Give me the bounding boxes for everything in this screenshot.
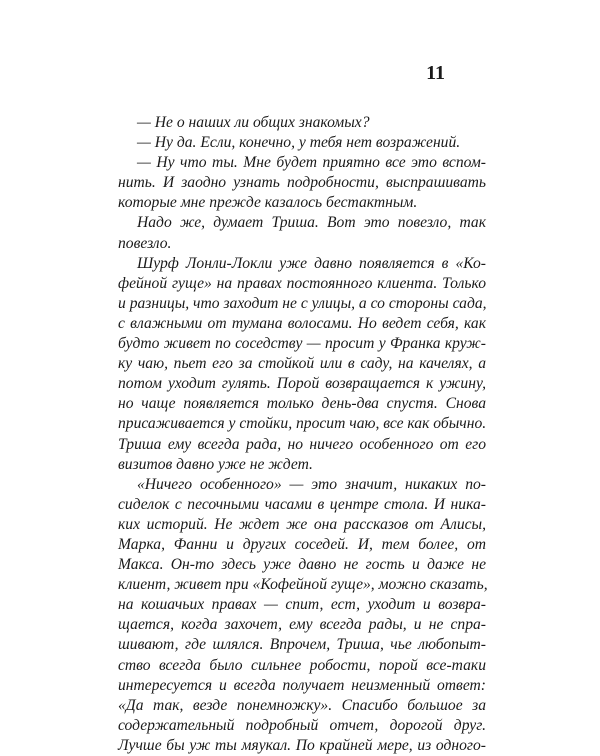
text-line: ку чаю, пьет его за стойкой или в саду, на качелях, а — [118, 355, 486, 373]
page-number: 11 — [426, 62, 445, 84]
text-line: «Ничего особенного» — это значит, никаких по- — [137, 475, 486, 493]
text-line: с влажными от тумана волосами. Но ведет себя, как — [118, 314, 486, 332]
text-line: но чаще появляется только день-два спустя. Снова — [118, 395, 486, 413]
text-line: фейной гуще» на правах постоянного клиента. Только — [118, 274, 486, 292]
text-line: и разницы, что заходит не с улицы, а со стороны сада, — [118, 294, 487, 312]
text-line: Лучше бы уж ты мяукал. По крайней мере, из одного- — [118, 736, 486, 754]
text-line: потом уходит гулять. Порой возвращается к ужину, — [118, 375, 486, 393]
text-line: «Да так, везде понемножку». Спасибо большое за — [118, 696, 486, 714]
text-line: щается, когда захочет, ему всегда рады, и не спра- — [118, 616, 486, 634]
text-line: присаживается у стойки, просит чаю, все как обычно. — [118, 415, 487, 433]
text-line: ство всегда было сильнее робости, порой все-таки — [118, 656, 486, 674]
text-line: которые мне прежде казалось бестактным. — [118, 194, 418, 212]
text-line: Марка, Фанни и других соседей. И, тем более, от — [118, 535, 486, 553]
text-line: клиент, живет при «Кофейной гуще», можно сказать, — [118, 576, 488, 594]
text-line: Надо же, думает Триша. Вот это повезло, так — [137, 214, 486, 232]
text-line: сиделок с песочными часами в центре стола. И ника- — [118, 495, 486, 513]
text-line: шивают, где шлялся. Впрочем, Триша, чье любопыт- — [118, 636, 486, 654]
text-line: на кошачьих правах — спит, ест, уходит и возвра- — [118, 596, 486, 614]
body-text — [118, 113, 486, 756]
text-line: — Не о наших ли общих знакомых? — [137, 114, 370, 131]
text-line: ких историй. Не ждет же она рассказов от Алисы, — [118, 515, 486, 533]
text-line: повезло. — [118, 234, 172, 252]
text-line: — Ну да. Если, конечно, у тебя нет возражений. — [137, 134, 461, 152]
text-line: интересуется и всегда получает неизменный ответ: — [118, 676, 486, 694]
text-line: будто живет по соседству — просит у Франка круж- — [118, 335, 486, 353]
text-line: Шурф Лонли-Локли уже давно появляется в «Ко- — [137, 254, 486, 272]
text-line: Триша ему всегда рада, но ничего особенного от его — [118, 435, 486, 453]
text-line: Макса. Он-то здесь уже давно не гость и даже не — [118, 556, 486, 574]
text-line: содержательный подробный отчет, дорогой друг. — [118, 716, 486, 734]
text-line: — Ну что ты. Мне будет приятно все это вспом- — [137, 154, 486, 172]
text-line: нить. И заодно узнать подробности, выспрашивать — [118, 174, 486, 192]
text-line: визитов давно уже не ждет. — [118, 455, 313, 473]
